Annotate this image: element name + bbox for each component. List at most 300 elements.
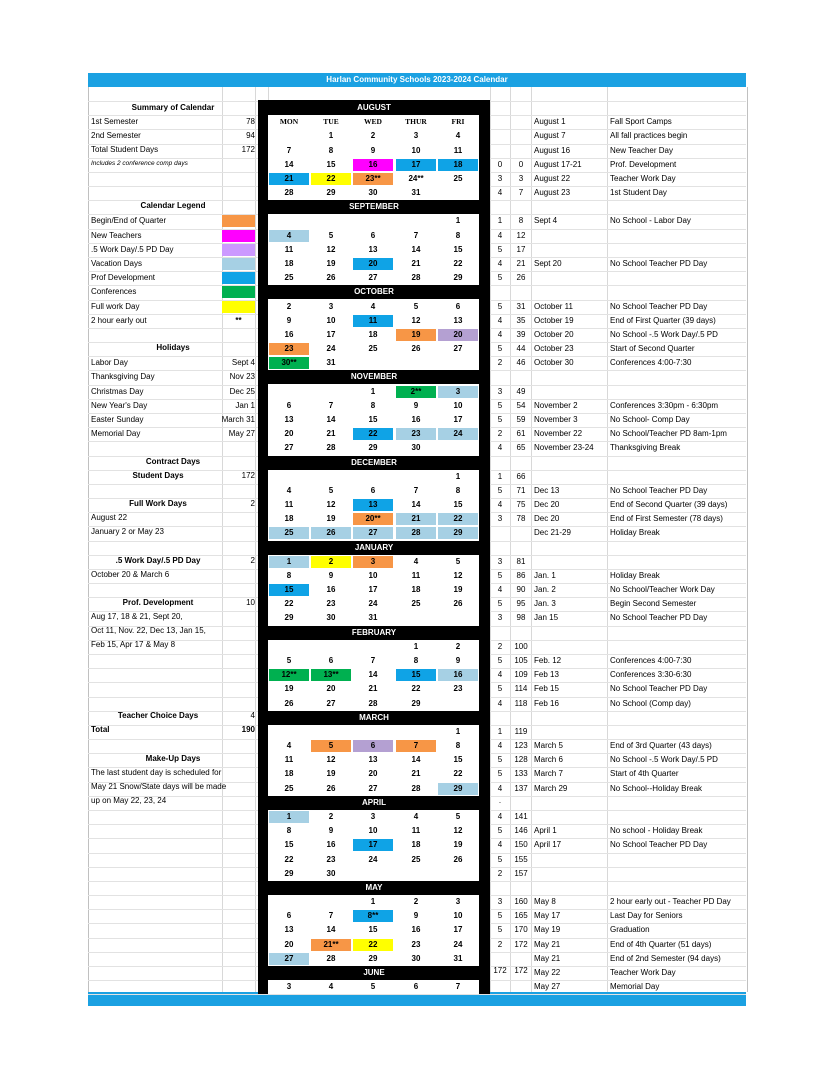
event-date: November 23-24 xyxy=(534,443,594,452)
calendar-day: 24** xyxy=(408,174,424,183)
week-count: 4 xyxy=(497,330,503,339)
running-count: 170 xyxy=(514,925,528,934)
calendar-day: 26 xyxy=(284,699,294,708)
calendar-day: 10 xyxy=(453,401,463,410)
total-label: Total xyxy=(91,725,110,734)
calendar-day: 27 xyxy=(284,443,294,452)
event-date: October 30 xyxy=(534,358,574,367)
calendar-day: 26 xyxy=(411,344,421,353)
week-count: 3 xyxy=(497,897,503,906)
calendar-day: 21 xyxy=(411,259,421,268)
calendar-day: 18 xyxy=(368,330,378,339)
calendar-day xyxy=(396,612,436,624)
week-count: 5 xyxy=(497,415,503,424)
event-description: Holiday Break xyxy=(610,528,660,537)
calendar-day: 15 xyxy=(453,755,463,764)
calendar-day: 23 xyxy=(411,940,421,949)
calendar-day xyxy=(353,215,393,227)
april-dot: . xyxy=(498,796,502,805)
running-count: 146 xyxy=(514,826,528,835)
event-date: Jan. 3 xyxy=(534,599,556,608)
holiday-label: Labor Day xyxy=(91,358,128,367)
week-count: 4 xyxy=(497,699,503,708)
running-count: 155 xyxy=(514,855,528,864)
prof-dev-label: Prof. Development xyxy=(122,598,194,607)
teacher-choice-label: Teacher Choice Days xyxy=(117,711,199,720)
weekday-header: TUE xyxy=(323,117,339,126)
row-line xyxy=(88,994,746,995)
makeup-line-2: May 21 Snow/State days will be made xyxy=(91,782,227,791)
calendar-day xyxy=(353,726,393,738)
event-description: Start of 4th Quarter xyxy=(610,769,679,778)
calendar-day: 15 xyxy=(326,160,336,169)
makeup-title: Make-Up Days xyxy=(145,754,201,763)
month-header-june: JUNE xyxy=(258,966,490,980)
calendar-day: 25 xyxy=(453,174,463,183)
column-line xyxy=(255,87,256,992)
calendar-day: 15 xyxy=(396,669,436,681)
student-days-value: 172 xyxy=(241,471,255,480)
calendar-day: 30 xyxy=(368,188,378,197)
week-count: 5 xyxy=(497,855,503,864)
calendar-day: 22 xyxy=(411,684,421,693)
calendar-day: 18 xyxy=(411,840,421,849)
month-header-may: MAY xyxy=(258,881,490,895)
half-day-dates: October 20 & March 6 xyxy=(91,570,170,579)
holiday-date: March 31 xyxy=(221,415,255,424)
event-date: October 11 xyxy=(534,302,573,311)
calendar-day: 15 xyxy=(453,245,463,254)
calendar-day xyxy=(353,641,393,653)
event-date: Feb 16 xyxy=(534,699,559,708)
calendar-day: 24 xyxy=(368,855,378,864)
legend-label: Conferences xyxy=(91,287,137,296)
weekday-header: MON xyxy=(279,117,299,126)
calendar-day xyxy=(396,726,436,738)
calendar-day: 8 xyxy=(286,571,292,580)
holidays-title: Holidays xyxy=(156,343,190,352)
calendar-day: 17 xyxy=(368,585,378,594)
calendar-day: 5 xyxy=(286,656,292,665)
calendar-day: 20 xyxy=(368,769,378,778)
calendar-day xyxy=(396,868,436,880)
calendar-day: 31 xyxy=(368,613,378,622)
calendar-day: 14 xyxy=(411,755,421,764)
event-description: End of 2nd Semester (94 days) xyxy=(610,954,721,963)
calendar-day: 8 xyxy=(455,741,461,750)
calendar-day xyxy=(396,471,436,483)
event-description: Prof. Development xyxy=(610,160,677,169)
calendar-day xyxy=(438,357,478,369)
calendar-day: 3 xyxy=(328,302,334,311)
calendar-day xyxy=(269,215,309,227)
calendar-day: 25 xyxy=(269,527,309,539)
calendar-day: 22 xyxy=(453,259,463,268)
calendar-day: 13 xyxy=(368,245,378,254)
running-count: 17 xyxy=(516,245,526,254)
running-count: 59 xyxy=(516,415,526,424)
running-count: 150 xyxy=(514,840,528,849)
calendar-day: 27 xyxy=(368,273,378,282)
weekday-header: FRI xyxy=(451,117,465,126)
week-count: 4 xyxy=(497,784,503,793)
week-count: 3 xyxy=(497,387,503,396)
week-count: 5 xyxy=(497,769,503,778)
half-day-label: .5 Work Day/.5 PD Day xyxy=(115,556,201,565)
event-description: No School Teacher PD Day xyxy=(610,259,708,268)
week-count: 5 xyxy=(497,911,503,920)
legend-label: 2 hour early out xyxy=(91,316,147,325)
calendar-day: 15 xyxy=(453,500,463,509)
event-date: May 21 xyxy=(534,954,561,963)
calendar-day: 2** xyxy=(396,386,436,398)
calendar-day: 11 xyxy=(284,500,294,509)
running-count: 21 xyxy=(516,259,526,268)
week-count: 5 xyxy=(497,486,503,495)
calendar-day: 28 xyxy=(326,954,336,963)
event-date: Feb 15 xyxy=(534,684,559,693)
running-count: 46 xyxy=(516,358,526,367)
calendar-day: 15 xyxy=(368,925,378,934)
calendar-day: 1 xyxy=(370,387,376,396)
month-header-october: OCTOBER xyxy=(258,285,490,299)
calendar-day: 5 xyxy=(311,740,351,752)
holiday-label: Easter Sunday xyxy=(91,415,144,424)
event-description: 2 hour early out - Teacher PD Day xyxy=(610,897,731,906)
running-count: 7 xyxy=(518,188,524,197)
calendar-day: 5 xyxy=(455,557,461,566)
event-date: November 2 xyxy=(534,401,578,410)
event-date: May 17 xyxy=(534,911,561,920)
event-date: Feb 13 xyxy=(534,670,559,679)
month-header-december: DECEMBER xyxy=(258,456,490,470)
event-date: August 23 xyxy=(534,188,571,197)
event-date: May 8 xyxy=(534,897,556,906)
calendar-day: 16 xyxy=(326,840,336,849)
calendar-day: 31 xyxy=(411,188,421,197)
calendar-day: 6 xyxy=(328,656,334,665)
prof-dev-value: 10 xyxy=(246,598,255,607)
calendar-day: 15 xyxy=(368,415,378,424)
running-count: 49 xyxy=(516,387,526,396)
calendar-day: 18 xyxy=(284,514,294,523)
calendar-day: 14 xyxy=(326,415,336,424)
event-date: April 1 xyxy=(534,826,557,835)
calendar-day: 29 xyxy=(368,954,378,963)
calendar-day: 10 xyxy=(368,571,378,580)
event-date: Feb. 12 xyxy=(534,656,562,665)
event-date: October 19 xyxy=(534,316,574,325)
calendar-day: 13 xyxy=(368,755,378,764)
calendar-day: 22 xyxy=(353,428,393,440)
calendar-day: 24 xyxy=(438,428,478,440)
legend-swatch xyxy=(222,244,255,256)
running-count: 123 xyxy=(514,741,528,750)
week-count: 4 xyxy=(497,316,503,325)
event-description: Fall Sport Camps xyxy=(610,117,672,126)
week-count: 5 xyxy=(497,925,503,934)
event-date: August 16 xyxy=(534,146,571,155)
week-count: 4 xyxy=(497,812,503,821)
calendar-day: 1 xyxy=(455,216,461,225)
calendar-day xyxy=(353,357,393,369)
calendar-day: 28 xyxy=(411,273,421,282)
event-description: No school - Holiday Break xyxy=(610,826,703,835)
week-count: 3 xyxy=(497,174,503,183)
calendar-day: 27 xyxy=(368,784,378,793)
event-description: No School Teacher PD Day xyxy=(610,684,708,693)
running-count: 71 xyxy=(516,486,526,495)
calendar-day xyxy=(311,471,351,483)
legend-title: Calendar Legend xyxy=(140,201,206,210)
june-count-1: 172 xyxy=(493,966,507,975)
calendar-day: 20 xyxy=(284,940,294,949)
calendar-day: 15 xyxy=(269,584,309,596)
holiday-date: Jan 1 xyxy=(235,401,255,410)
calendar-day: 8 xyxy=(286,826,292,835)
event-date: Sept 4 xyxy=(534,216,558,225)
event-date: March 6 xyxy=(534,755,563,764)
running-count: 133 xyxy=(514,769,528,778)
calendar-day: 6 xyxy=(370,486,376,495)
calendar-day: 13 xyxy=(284,925,294,934)
calendar-day xyxy=(438,442,478,454)
week-count: 4 xyxy=(497,840,503,849)
event-date: March 5 xyxy=(534,741,563,750)
calendar-day: 14 xyxy=(368,670,378,679)
running-count: 78 xyxy=(516,514,526,523)
holiday-date: Sept 4 xyxy=(231,358,255,367)
calendar-day: 27 xyxy=(326,699,336,708)
week-count: 5 xyxy=(497,571,503,580)
calendar-day: 16 xyxy=(411,925,421,934)
week-count: 2 xyxy=(497,869,503,878)
calendar-day: 31 xyxy=(453,954,463,963)
event-date: March 7 xyxy=(534,769,563,778)
calendar-day xyxy=(269,130,309,142)
calendar-day: 21 xyxy=(396,513,436,525)
event-date: November 22 xyxy=(534,429,583,438)
event-description: Conferences 4:00-7:30 xyxy=(610,358,692,367)
month-header-february: FEBRUARY xyxy=(258,626,490,640)
holiday-label: Christmas Day xyxy=(91,387,144,396)
event-description: End of Second Quarter (39 days) xyxy=(610,500,728,509)
calendar-day: 19 xyxy=(453,840,463,849)
full-work-label: Full Work Days xyxy=(129,499,187,508)
calendar-day: 29 xyxy=(453,273,463,282)
week-count: 5 xyxy=(497,599,503,608)
running-count: 75 xyxy=(516,500,526,509)
legend-swatch xyxy=(222,286,255,298)
calendar-day: 8 xyxy=(370,401,376,410)
calendar-day: 28 xyxy=(368,699,378,708)
event-description: Holiday Break xyxy=(610,571,660,580)
running-count: 165 xyxy=(514,911,528,920)
conference-note: Includes 2 conference comp days xyxy=(91,160,188,167)
running-count: 8 xyxy=(518,216,524,225)
event-date: April 17 xyxy=(534,840,562,849)
column-line xyxy=(531,87,532,992)
calendar-day: 5 xyxy=(455,812,461,821)
calendar-day: 19 xyxy=(326,514,336,523)
calendar-day: 29 xyxy=(284,613,294,622)
legend-label: Begin/End of Quarter xyxy=(91,216,167,225)
calendar-day: 13 xyxy=(284,415,294,424)
week-count: 4 xyxy=(497,443,503,452)
event-date: November 3 xyxy=(534,415,578,424)
event-description: Memorial Day xyxy=(610,982,660,991)
calendar-day: 3 xyxy=(413,131,419,140)
running-count: 65 xyxy=(516,443,526,452)
calendar-day: 17 xyxy=(353,839,393,851)
running-count: 12 xyxy=(516,231,526,240)
calendar-day: 21 xyxy=(269,173,309,185)
calendar-day: 22 xyxy=(438,513,478,525)
running-count: 160 xyxy=(514,897,528,906)
calendar-day: 4 xyxy=(413,557,419,566)
week-count: 4 xyxy=(497,231,503,240)
calendar-day: 12** xyxy=(269,669,309,681)
calendar-day xyxy=(311,726,351,738)
calendar-day: 19 xyxy=(326,769,336,778)
calendar-day xyxy=(438,698,478,710)
month-header-august: AUGUST xyxy=(258,101,490,115)
event-date: Dec 13 xyxy=(534,486,560,495)
calendar-day: 4 xyxy=(455,131,461,140)
calendar-day: 5 xyxy=(370,982,376,991)
event-description: No School - Labor Day xyxy=(610,216,691,225)
event-description: All fall practices begin xyxy=(610,131,688,140)
calendar-day: 18 xyxy=(284,769,294,778)
calendar-day: 22 xyxy=(284,599,294,608)
event-description: No School Teacher PD Day xyxy=(610,613,708,622)
calendar-day: 10 xyxy=(453,911,463,920)
calendar-day: 24 xyxy=(368,599,378,608)
week-count: 5 xyxy=(497,302,503,311)
event-description: No School -.5 Work Day/.5 PD xyxy=(610,330,718,339)
calendar-day: 11 xyxy=(353,315,393,327)
calendar-day: 7 xyxy=(328,401,334,410)
calendar-day: 29 xyxy=(368,443,378,452)
calendar-day: 6 xyxy=(286,401,292,410)
calendar-day: 16 xyxy=(326,585,336,594)
event-description: No School--Holiday Break xyxy=(610,784,703,793)
legend-swatch xyxy=(222,272,255,284)
calendar-day xyxy=(269,386,309,398)
calendar-day: 20** xyxy=(353,513,393,525)
calendar-day: 22 xyxy=(284,855,294,864)
event-description: Graduation xyxy=(610,925,650,934)
calendar-day: 29 xyxy=(438,527,478,539)
event-description: Start of Second Quarter xyxy=(610,344,695,353)
calendar-day: 11 xyxy=(411,826,421,835)
event-date: August 17-21 xyxy=(534,160,582,169)
calendar-day: 7 xyxy=(328,911,334,920)
calendar-day xyxy=(311,641,351,653)
calendar-day: 9 xyxy=(413,911,419,920)
event-date: Dec 20 xyxy=(534,514,560,523)
running-count: 39 xyxy=(516,330,526,339)
calendar-day: 17 xyxy=(453,925,463,934)
calendar-day: 7 xyxy=(413,486,419,495)
total-days-label: Total Student Days xyxy=(91,145,159,154)
calendar-day: 7 xyxy=(413,231,419,240)
calendar-day: 8 xyxy=(455,231,461,240)
calendar-day: 24 xyxy=(453,940,463,949)
calendar-day: 3 xyxy=(438,386,478,398)
calendar-day: 19 xyxy=(396,329,436,341)
calendar-day: 21 xyxy=(326,429,336,438)
calendar-day xyxy=(438,612,478,624)
full-work-date-2: January 2 or May 23 xyxy=(91,527,164,536)
calendar-day: 30** xyxy=(269,357,309,369)
event-description: Conferences 3:30-6:30 xyxy=(610,670,692,679)
calendar-day: 22 xyxy=(353,939,393,951)
event-description: Conferences 4:00-7:30 xyxy=(610,656,692,665)
calendar-day: 18 xyxy=(438,159,478,171)
calendar-day: 19 xyxy=(453,585,463,594)
calendar-day: 4 xyxy=(413,812,419,821)
calendar-day: 19 xyxy=(284,684,294,693)
prof-dev-dates-1: Aug 17, 18 & 21, Sept 20, xyxy=(91,612,183,621)
week-count: 5 xyxy=(497,755,503,764)
calendar-day: 13 xyxy=(353,499,393,511)
running-count: 98 xyxy=(516,613,526,622)
week-count: 3 xyxy=(497,514,503,523)
calendar-day: 23 xyxy=(396,428,436,440)
calendar-day: 29 xyxy=(438,783,478,795)
calendar-day: 25 xyxy=(368,344,378,353)
event-description: No School -.5 Work Day/.5 PD xyxy=(610,755,718,764)
event-description: Last Day for Seniors xyxy=(610,911,683,920)
event-description: No School Teacher PD Day xyxy=(610,840,708,849)
month-header-march: MARCH xyxy=(258,711,490,725)
running-count: 137 xyxy=(514,784,528,793)
calendar-day: 1 xyxy=(328,131,334,140)
calendar-day: 23 xyxy=(269,343,309,355)
event-description: No School/Teacher Work Day xyxy=(610,585,715,594)
running-count: 90 xyxy=(516,585,526,594)
calendar-day: 4 xyxy=(286,486,292,495)
event-date: August 7 xyxy=(534,131,566,140)
event-description: No School Teacher PD Day xyxy=(610,302,708,311)
calendar-day: 23** xyxy=(353,173,393,185)
running-count: 128 xyxy=(514,755,528,764)
calendar-day: 23 xyxy=(453,684,463,693)
calendar-day xyxy=(269,726,309,738)
calendar-day: 14 xyxy=(326,925,336,934)
calendar-day: 30 xyxy=(411,954,421,963)
semester1-value: 78 xyxy=(246,117,255,126)
calendar-day xyxy=(353,868,393,880)
calendar-day: 11 xyxy=(284,755,294,764)
calendar-day: 6 xyxy=(353,740,393,752)
calendar-day: 7 xyxy=(370,656,376,665)
running-count: 26 xyxy=(516,273,526,282)
week-count: 5 xyxy=(497,656,503,665)
week-count: 2 xyxy=(497,940,503,949)
calendar-day: 26 xyxy=(453,855,463,864)
calendar-day: 27 xyxy=(453,344,463,353)
week-count: 4 xyxy=(497,741,503,750)
calendar-day: 13** xyxy=(311,669,351,681)
event-date: August 1 xyxy=(534,117,566,126)
calendar-day: 16 xyxy=(411,415,421,424)
week-count: 5 xyxy=(497,245,503,254)
calendar-day: 11 xyxy=(411,571,421,580)
calendar-day: 24 xyxy=(326,344,336,353)
event-date: May 21 xyxy=(534,940,561,949)
